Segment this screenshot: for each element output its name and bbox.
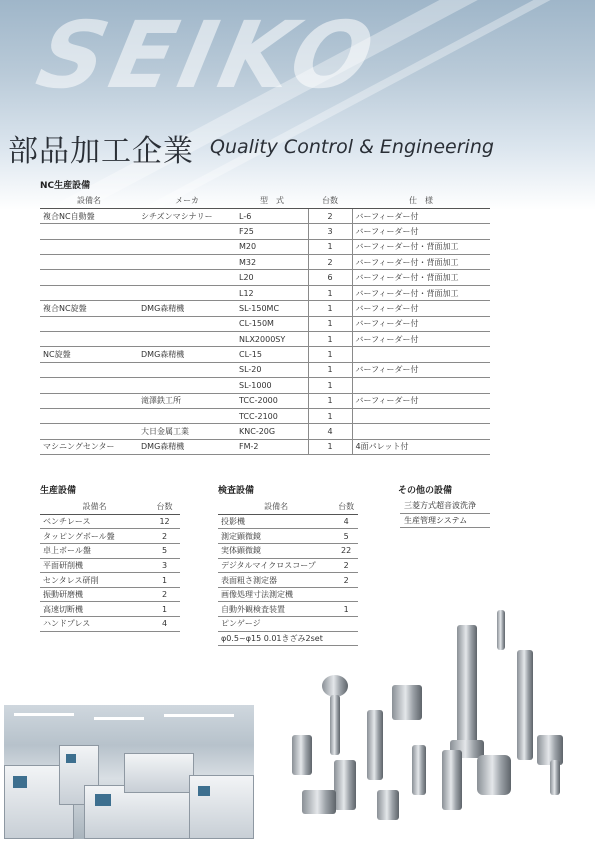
table-cell: SL-150MC bbox=[236, 301, 308, 316]
table-cell: 2 bbox=[334, 573, 358, 588]
table-cell bbox=[138, 332, 236, 347]
table-cell: 4 bbox=[308, 424, 352, 439]
table-cell: SL-20 bbox=[236, 362, 308, 377]
table-cell: FM-2 bbox=[236, 439, 308, 454]
table-cell: バーフィーダー付 bbox=[352, 224, 490, 239]
table-cell: 3 bbox=[149, 558, 180, 573]
table-cell: 1 bbox=[149, 573, 180, 588]
table-cell: NC旋盤 bbox=[40, 347, 138, 362]
table-cell: 1 bbox=[308, 347, 352, 362]
table-cell: CL-150M bbox=[236, 316, 308, 331]
table-cell: L20 bbox=[236, 270, 308, 285]
table-row bbox=[40, 347, 490, 362]
table-cell bbox=[138, 408, 236, 423]
table-row bbox=[218, 514, 358, 529]
seiko-logo-watermark: SEIKO bbox=[28, 2, 389, 109]
table-row bbox=[40, 301, 490, 316]
table-cell bbox=[138, 285, 236, 300]
table-cell: 22 bbox=[334, 544, 358, 559]
table-cell bbox=[40, 332, 138, 347]
table-cell: KNC-20G bbox=[236, 424, 308, 439]
table-cell: 1 bbox=[308, 285, 352, 300]
production-section-title: 生産設備 bbox=[40, 486, 77, 496]
table-row bbox=[218, 573, 358, 588]
column-header: 設備名 bbox=[40, 499, 149, 514]
inspection-section-title: 検査設備 bbox=[218, 486, 255, 496]
table-cell: 高速切断機 bbox=[40, 602, 149, 617]
table-cell: 画像処理寸法測定機 bbox=[218, 587, 334, 602]
table-cell bbox=[352, 424, 490, 439]
table-cell: 複合NC旋盤 bbox=[40, 301, 138, 316]
table-cell: 1 bbox=[308, 408, 352, 423]
table-cell: 1 bbox=[334, 602, 358, 617]
table-cell: DMG森精機 bbox=[138, 301, 236, 316]
table-cell: 3 bbox=[308, 224, 352, 239]
table-row bbox=[218, 529, 358, 544]
table-cell: タッピングボール盤 bbox=[40, 529, 149, 544]
table-row bbox=[40, 208, 490, 223]
table-cell: 1 bbox=[308, 362, 352, 377]
table-row bbox=[40, 316, 490, 331]
other-equipment-list bbox=[400, 499, 490, 528]
table-cell bbox=[138, 362, 236, 377]
table-cell bbox=[40, 393, 138, 408]
table-cell: ピンゲージ bbox=[218, 617, 334, 632]
other-section-title: その他の設備 bbox=[398, 486, 453, 496]
table-cell: 表面粗さ測定器 bbox=[218, 573, 334, 588]
table-cell: 2 bbox=[149, 529, 180, 544]
table-cell: 大日金属工業 bbox=[138, 424, 236, 439]
table-cell: 1 bbox=[308, 301, 352, 316]
table-row bbox=[40, 255, 490, 270]
table-cell: 2 bbox=[334, 558, 358, 573]
table-cell: センタレス研削 bbox=[40, 573, 149, 588]
table-cell: バーフィーダー付 bbox=[352, 393, 490, 408]
table-cell: 自動外観検査装置 bbox=[218, 602, 334, 617]
table-cell: SL-1000 bbox=[236, 378, 308, 393]
table-cell bbox=[138, 255, 236, 270]
table-row bbox=[40, 558, 180, 573]
table-cell: デジタルマイクロスコープ bbox=[218, 558, 334, 573]
column-header: 型 式 bbox=[236, 193, 308, 208]
table-cell: 4 bbox=[149, 617, 180, 632]
table-cell: CL-15 bbox=[236, 347, 308, 362]
table-cell: 6 bbox=[308, 270, 352, 285]
table-row bbox=[40, 393, 490, 408]
table-cell bbox=[40, 362, 138, 377]
table-cell: F25 bbox=[236, 224, 308, 239]
table-row bbox=[40, 239, 490, 254]
list-item: 三菱方式超音波洗浄 bbox=[400, 499, 490, 514]
table-cell: 1 bbox=[308, 393, 352, 408]
nc-equipment-table bbox=[40, 193, 490, 455]
table-cell: バーフィーダー付 bbox=[352, 362, 490, 377]
table-row bbox=[40, 424, 490, 439]
table-cell: 1 bbox=[149, 602, 180, 617]
table-cell: 2 bbox=[308, 255, 352, 270]
table-cell bbox=[40, 378, 138, 393]
table-cell: バーフィーダー付 bbox=[352, 301, 490, 316]
table-cell: 1 bbox=[308, 239, 352, 254]
table-row bbox=[40, 378, 490, 393]
table-cell: NLX2000SY bbox=[236, 332, 308, 347]
table-cell bbox=[138, 270, 236, 285]
table-cell bbox=[40, 239, 138, 254]
factory-floor-photo bbox=[4, 705, 254, 839]
table-header-row bbox=[218, 499, 358, 514]
table-row bbox=[218, 558, 358, 573]
table-cell bbox=[138, 239, 236, 254]
machined-parts-photo bbox=[262, 600, 592, 840]
table-cell: 12 bbox=[149, 514, 180, 529]
table-row bbox=[40, 285, 490, 300]
table-cell: 投影機 bbox=[218, 514, 334, 529]
nc-section-title: NC生産設備 bbox=[40, 181, 91, 191]
table-cell: 振動研磨機 bbox=[40, 587, 149, 602]
table-cell: TCC-2100 bbox=[236, 408, 308, 423]
list-item: 生産管理システム bbox=[400, 514, 490, 529]
table-row bbox=[40, 224, 490, 239]
table-cell: 実体顕微鏡 bbox=[218, 544, 334, 559]
table-cell: 滝澤鉄工所 bbox=[138, 393, 236, 408]
table-cell: L-6 bbox=[236, 208, 308, 223]
table-row bbox=[40, 573, 180, 588]
table-cell: バーフィーダー付・背面加工 bbox=[352, 239, 490, 254]
table-cell: DMG森精機 bbox=[138, 439, 236, 454]
column-header: 台数 bbox=[334, 499, 358, 514]
column-header: 台数 bbox=[308, 193, 352, 208]
table-row bbox=[40, 587, 180, 602]
table-cell: シチズンマシナリー bbox=[138, 208, 236, 223]
table-header-row bbox=[40, 499, 180, 514]
table-cell bbox=[138, 316, 236, 331]
table-cell bbox=[352, 347, 490, 362]
table-cell: バーフィーダー付 bbox=[352, 316, 490, 331]
table-cell: バーフィーダー付・背面加工 bbox=[352, 270, 490, 285]
table-cell bbox=[40, 224, 138, 239]
page-title: 部品加工企業 bbox=[8, 134, 194, 169]
table-row bbox=[40, 408, 490, 423]
table-row bbox=[40, 362, 490, 377]
table-cell: 1 bbox=[308, 332, 352, 347]
table-cell: 5 bbox=[334, 529, 358, 544]
column-header: 仕 様 bbox=[352, 193, 490, 208]
table-cell: 測定顕微鏡 bbox=[218, 529, 334, 544]
table-cell: 複合NC自動盤 bbox=[40, 208, 138, 223]
column-header: 設備名 bbox=[40, 193, 138, 208]
table-cell bbox=[352, 378, 490, 393]
table-cell: バーフィーダー付 bbox=[352, 208, 490, 223]
column-header: 台数 bbox=[149, 499, 180, 514]
column-header: メーカ bbox=[138, 193, 236, 208]
table-cell bbox=[352, 408, 490, 423]
table-cell: 4面パレット付 bbox=[352, 439, 490, 454]
table-cell: バーフィーダー付・背面加工 bbox=[352, 285, 490, 300]
table-cell: ハンドプレス bbox=[40, 617, 149, 632]
table-row bbox=[40, 602, 180, 617]
table-cell: L12 bbox=[236, 285, 308, 300]
table-row bbox=[40, 617, 180, 632]
table-cell: 1 bbox=[308, 439, 352, 454]
table-row bbox=[40, 529, 180, 544]
table-cell bbox=[40, 424, 138, 439]
table-cell: 2 bbox=[308, 208, 352, 223]
table-cell bbox=[138, 224, 236, 239]
table-cell: バーフィーダー付・背面加工 bbox=[352, 255, 490, 270]
table-cell: 2 bbox=[149, 587, 180, 602]
table-cell: φ0.5~φ15 0.01きざみ2set bbox=[218, 631, 334, 646]
table-cell bbox=[138, 378, 236, 393]
table-cell: マシニングセンター bbox=[40, 439, 138, 454]
table-row bbox=[40, 439, 490, 454]
table-row bbox=[40, 332, 490, 347]
table-cell: 1 bbox=[308, 316, 352, 331]
table-row bbox=[40, 270, 490, 285]
production-equipment-table bbox=[40, 499, 180, 632]
table-cell: 卓上ボール盤 bbox=[40, 544, 149, 559]
page-subtitle: Quality Control & Engineering bbox=[210, 136, 494, 158]
table-cell: 4 bbox=[334, 514, 358, 529]
table-cell: バーフィーダー付 bbox=[352, 332, 490, 347]
table-cell bbox=[40, 270, 138, 285]
table-cell: 平面研削機 bbox=[40, 558, 149, 573]
table-cell: DMG森精機 bbox=[138, 347, 236, 362]
table-cell: M32 bbox=[236, 255, 308, 270]
table-cell: ベンチレース bbox=[40, 514, 149, 529]
table-cell: M20 bbox=[236, 239, 308, 254]
table-cell: 5 bbox=[149, 544, 180, 559]
table-cell bbox=[40, 316, 138, 331]
table-header-row bbox=[40, 193, 490, 208]
table-cell bbox=[40, 285, 138, 300]
table-row bbox=[40, 514, 180, 529]
table-cell bbox=[40, 408, 138, 423]
table-cell bbox=[40, 255, 138, 270]
table-row bbox=[218, 544, 358, 559]
table-cell: TCC-2000 bbox=[236, 393, 308, 408]
table-row bbox=[40, 544, 180, 559]
column-header: 設備名 bbox=[218, 499, 334, 514]
table-cell: 1 bbox=[308, 378, 352, 393]
